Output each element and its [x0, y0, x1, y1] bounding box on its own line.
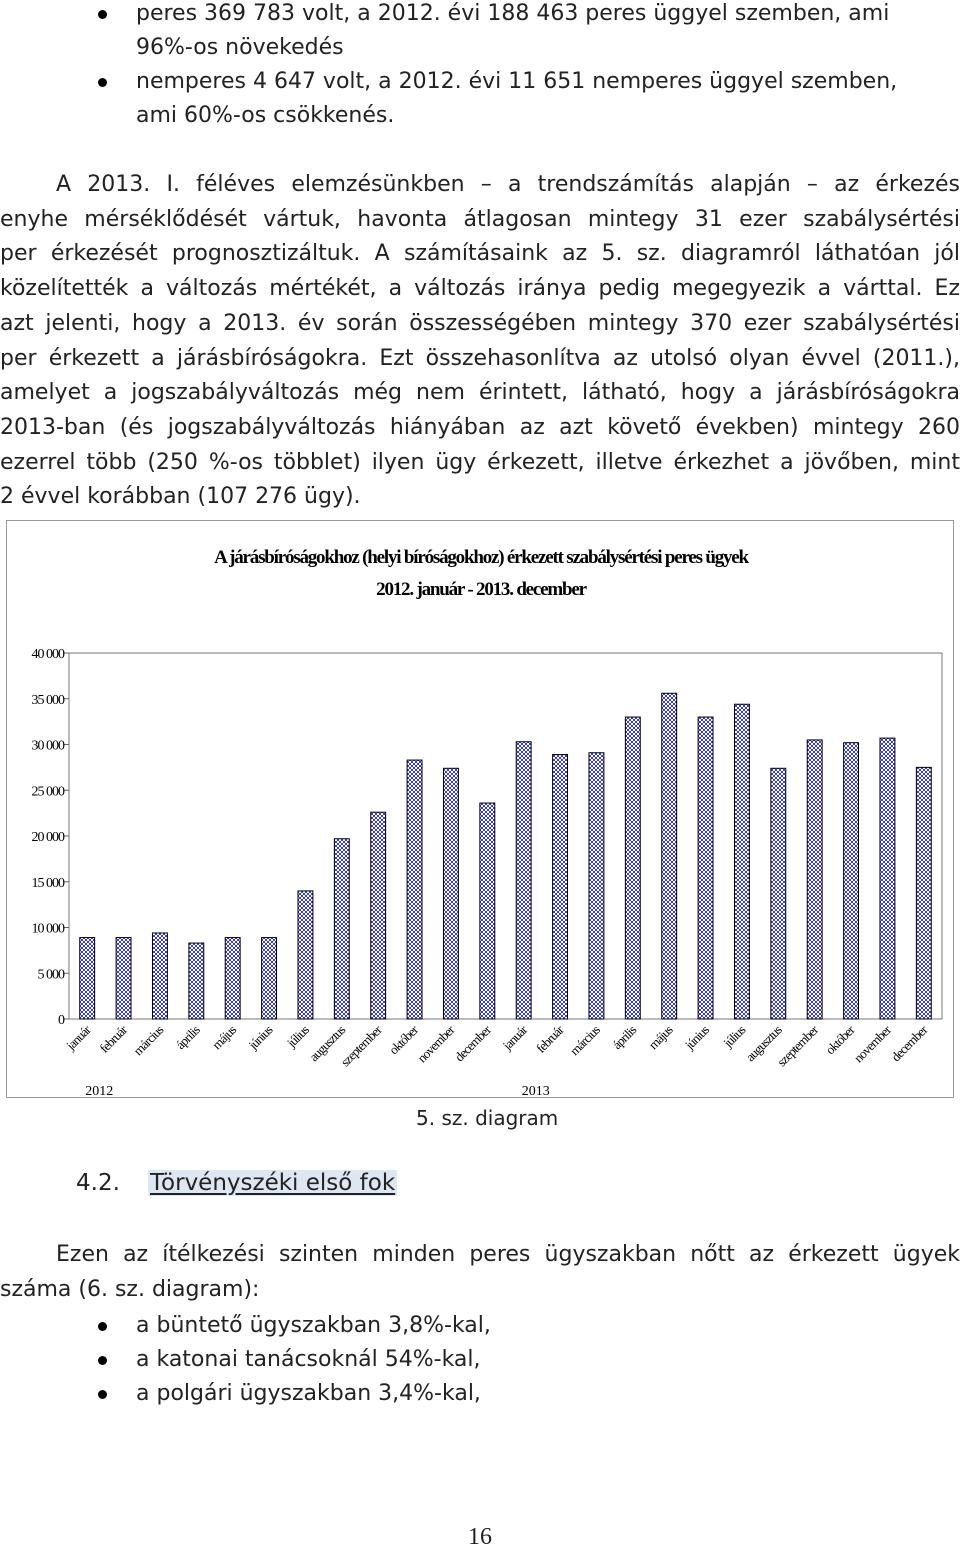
x-tick-label: június — [245, 1022, 276, 1053]
bullet-item — [0, 65, 960, 133]
paragraph-line: közelítették a változás mértékét, a változás iránya pedig megegyezik a várttal. Ez — [0, 276, 960, 302]
section-title: Törvényszéki első fok — [150, 1170, 396, 1196]
y-tick-label: 40 000 — [31, 647, 64, 662]
x-tick-label: augusztus — [306, 1022, 348, 1065]
chart-subtitle: 2012. január - 2013. december — [376, 579, 586, 600]
chart-caption: 5. sz. diagram — [416, 1106, 559, 1130]
bar — [734, 704, 749, 1019]
bar — [371, 812, 386, 1019]
y-tick-label: 20 000 — [31, 830, 64, 845]
bar — [698, 717, 713, 1019]
bar — [225, 938, 240, 1019]
x-tick-label: január — [499, 1022, 530, 1053]
paragraph-line: amelyet a jogszabályváltozás még nem érintett, látható, hogy a járásbíróságokra — [0, 380, 960, 406]
bottom-bullet-list — [0, 1309, 960, 1411]
bar — [771, 768, 786, 1019]
y-tick-label: 25 000 — [31, 784, 64, 800]
x-tick-label: október — [822, 1022, 858, 1058]
section-heading — [76, 1170, 397, 1196]
paragraph-line: 2013-ban (és jogszabályváltozás hiányában az azt követő években) mintegy 260 — [0, 414, 960, 440]
bar — [480, 803, 495, 1019]
page-number: 16 — [468, 1524, 492, 1550]
y-tick-label: 35 000 — [31, 692, 64, 708]
x-tick-label: február — [96, 1022, 130, 1056]
y-tick-label: 15 000 — [31, 875, 64, 891]
x-tick-label: január — [63, 1022, 94, 1053]
bullet-line: ami 60%-os csökkenés. — [136, 103, 395, 128]
paragraph-line: azt jelenti, hogy a 2013. év során összességében mintegy 370 ezer szabálysértési — [0, 310, 960, 336]
bar — [844, 743, 859, 1019]
bullet-line: 96%-os növekedés — [136, 35, 344, 60]
bar — [298, 891, 313, 1019]
x-tick-label: szeptember — [773, 1022, 821, 1070]
bar — [80, 938, 95, 1019]
x-tick-label: május — [645, 1022, 676, 1053]
bar — [807, 740, 822, 1019]
x-tick-label: március — [566, 1022, 603, 1059]
bar — [116, 938, 131, 1019]
bar — [880, 738, 895, 1019]
bar — [625, 717, 640, 1019]
bar — [516, 742, 531, 1019]
paragraph-line: ezerrel több (250 %-os többlet) ilyen ügy érkezett, illetve érkezhet a jövőben, mint — [0, 449, 960, 475]
year-label: 2012 — [85, 1084, 114, 1097]
chart-frame — [6, 520, 954, 1098]
bullet-item: a büntető ügyszakban 3,8%-kal, — [0, 1309, 960, 1343]
x-tick-label: november — [850, 1022, 894, 1066]
bar — [553, 755, 568, 1019]
body-paragraph — [0, 168, 960, 515]
x-tick-label: április — [609, 1022, 639, 1053]
bullet-item — [0, 0, 960, 65]
chart-title: A járásbíróságokhoz (helyi bíróságokhoz) érkezett szabálysértési peres ügyek — [214, 547, 748, 568]
x-tick-label: november — [414, 1022, 458, 1066]
paragraph-line: enyhe mérséklődését vártuk, havonta átlagosan mintegy 31 ezer szabálysértési — [0, 206, 960, 232]
bar — [262, 938, 277, 1019]
bar — [916, 767, 931, 1019]
x-tick-label: október — [385, 1022, 421, 1058]
paragraph-line: A 2013. I. féléves elemzésünkben – a trendszámítás alapján – az érkezés — [56, 172, 960, 197]
y-tick-label: 10 000 — [31, 921, 64, 937]
bar — [334, 839, 349, 1019]
paragraph-line: 2 évvel korábban (107 276 ügy). — [0, 484, 361, 510]
paragraph-line: per érkezett a járásbíróságokra. Ezt összehasonlítva az utolsó olyan évvel (2011.), — [0, 345, 960, 371]
y-tick-label: 30 000 — [31, 738, 64, 754]
bar — [189, 943, 204, 1019]
y-tick-label: 5 000 — [37, 967, 64, 983]
y-tick-label: 0 — [58, 1013, 64, 1028]
section-number: 4.2. — [76, 1170, 120, 1196]
bullet-item: a polgári ügyszakban 3,4%-kal, — [0, 1377, 960, 1411]
x-tick-label: július — [720, 1022, 749, 1051]
paragraph-line: száma (6. sz. diagram): — [0, 1276, 260, 1302]
bar — [589, 753, 604, 1019]
paragraph-line: per érkezését prognosztizáltuk. A számításaink az 5. sz. diagramról láthatóan jól — [0, 241, 960, 267]
x-tick-label: június — [681, 1022, 712, 1053]
x-tick-label: szeptember — [337, 1022, 385, 1070]
bar — [662, 693, 677, 1019]
bar — [152, 933, 167, 1019]
x-tick-label: december — [451, 1022, 494, 1065]
bullet-item: a katonai tanácsoknál 54%-kal, — [0, 1343, 960, 1377]
paragraph-line: Ezen az ítélkezési szinten minden peres ügyszakban nőtt az érkezett ügyek — [56, 1242, 960, 1267]
x-tick-label: május — [209, 1022, 239, 1053]
bar — [407, 760, 422, 1019]
bar — [443, 768, 458, 1019]
body-paragraph-2 — [0, 1238, 960, 1307]
year-label: 2013 — [521, 1084, 550, 1097]
x-tick-label: augusztus — [742, 1022, 785, 1065]
bar-chart — [7, 521, 953, 1097]
top-bullet-list — [0, 0, 960, 133]
x-tick-label: július — [283, 1022, 312, 1051]
x-tick-label: február — [532, 1022, 567, 1056]
x-tick-label: április — [172, 1022, 203, 1053]
bullet-line: peres 369 783 volt, a 2012. évi 188 463 peres üggyel szemben, ami — [136, 1, 890, 26]
x-tick-label: december — [888, 1022, 930, 1065]
x-tick-label: március — [130, 1022, 167, 1059]
bullet-line: nemperes 4 647 volt, a 2012. évi 11 651 nemperes üggyel szemben, — [136, 69, 898, 94]
